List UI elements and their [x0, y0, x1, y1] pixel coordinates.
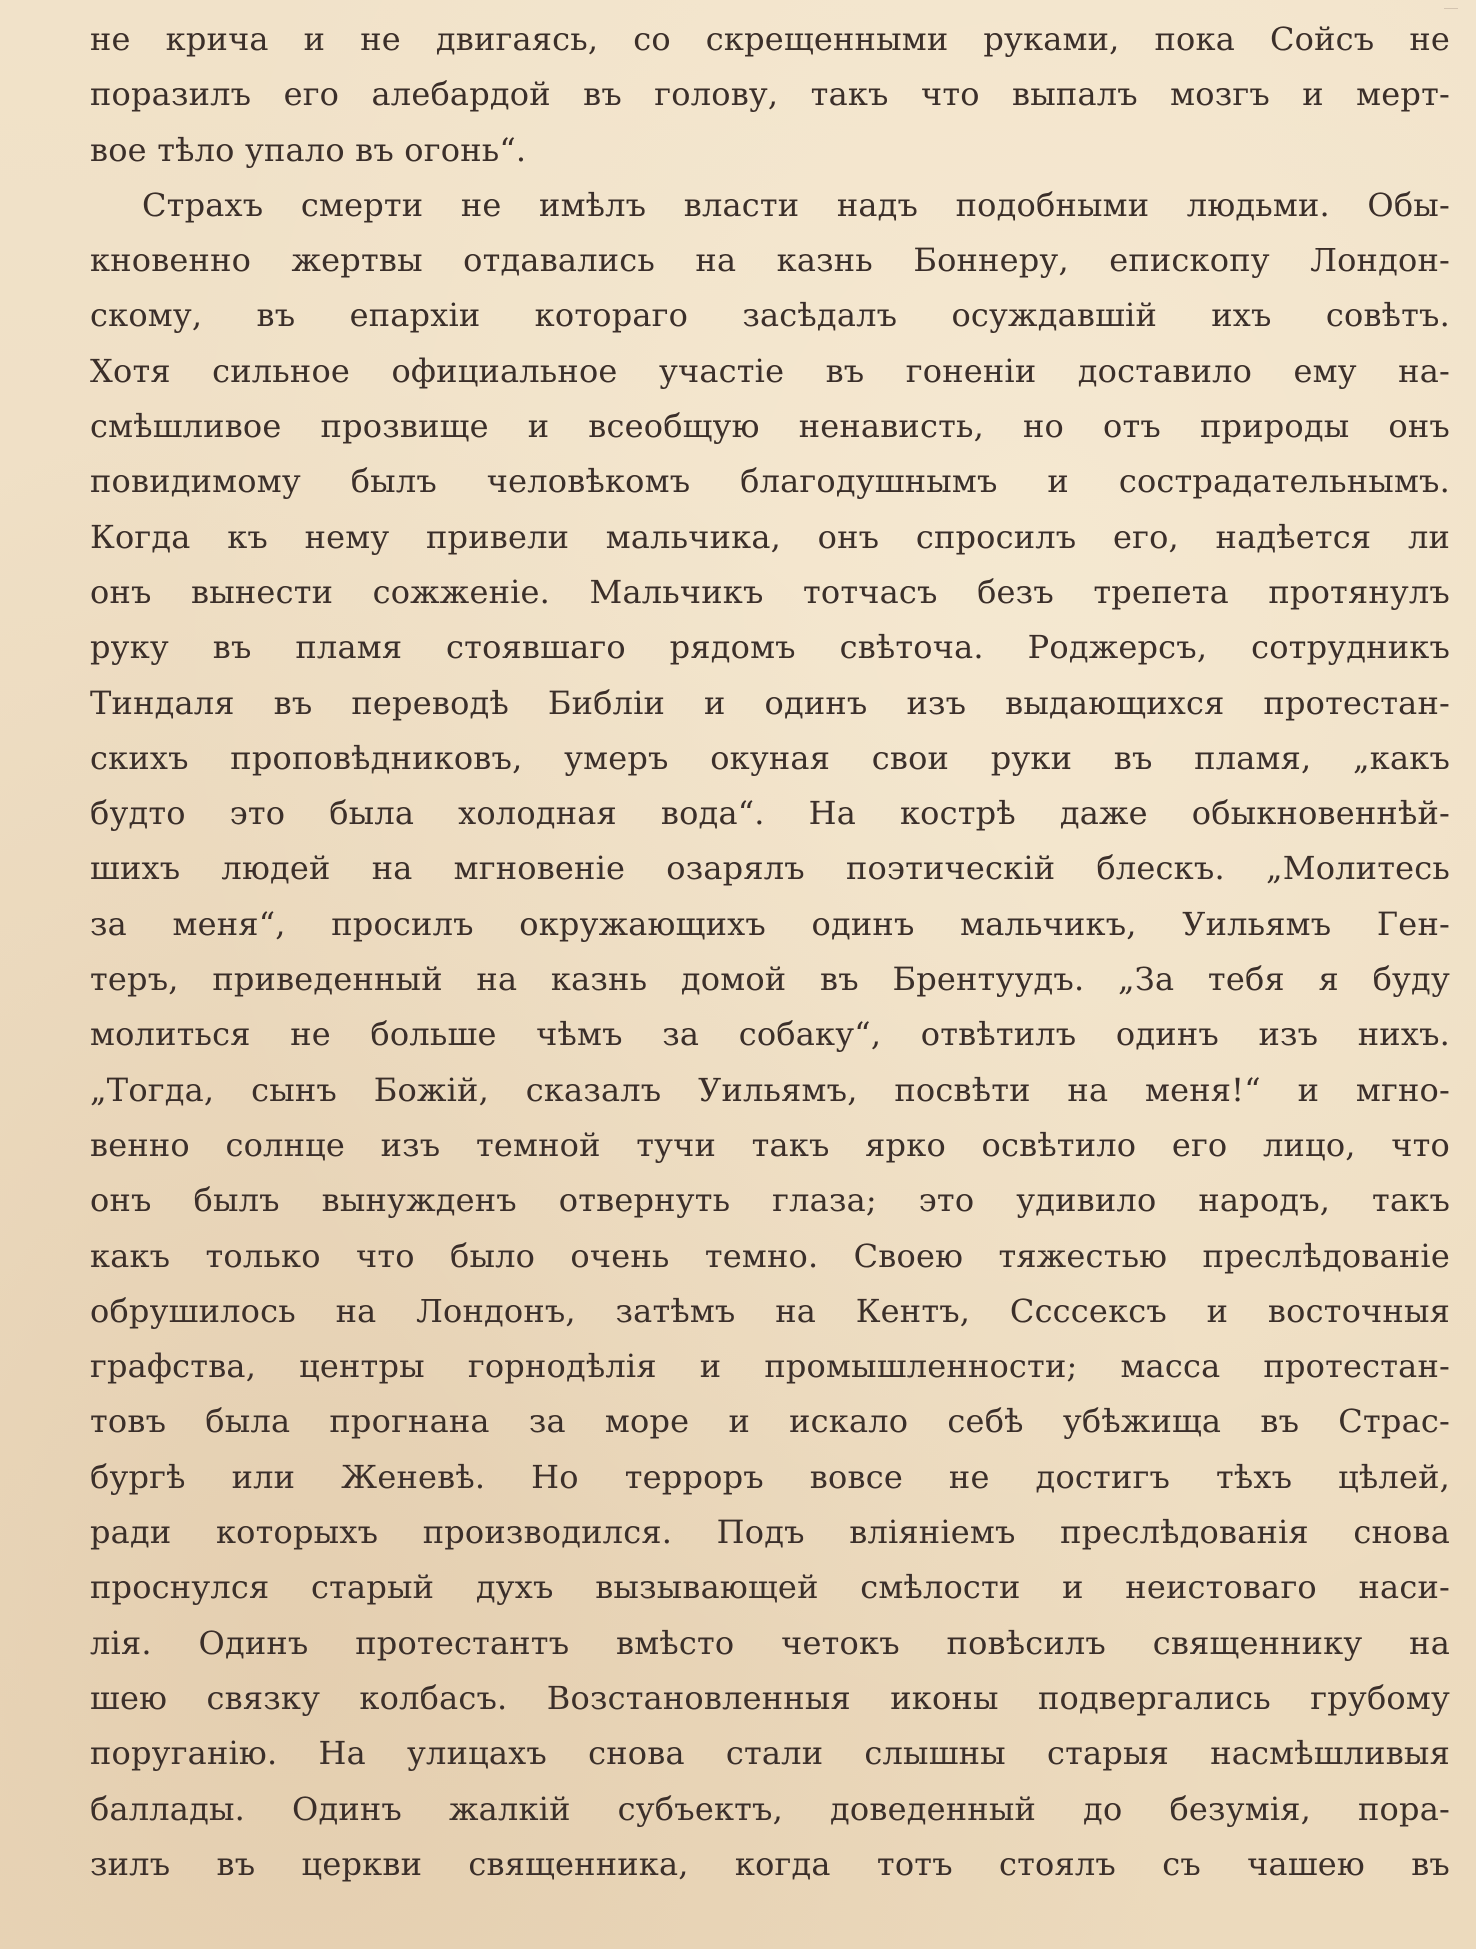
text-line: Тиндаля въ переводѣ Библіи и одинъ изъ выдающихся протестан- [90, 683, 1450, 722]
text-block [90, 12, 1450, 1892]
text-line: обрушилось на Лондонъ, затѣмъ на Кентъ, Ссссексъ и восточныя [90, 1291, 1450, 1330]
text-line: зилъ въ церкви священника, когда тотъ стоялъ съ чашею въ [90, 1844, 1450, 1883]
text-line: лія. Одинъ протестантъ вмѣсто четокъ повѣсилъ священнику на [90, 1623, 1450, 1662]
text-line: поразилъ его алебардой въ голову, такъ что выпалъ мозгъ и мерт- [90, 75, 1450, 114]
text-line: графства, центры горнодѣлія и промышленности; масса протестан- [90, 1347, 1450, 1386]
text-line: поруганію. На улицахъ снова стали слышны старыя насмѣшливыя [90, 1734, 1450, 1773]
text-line: повидимому былъ человѣкомъ благодушнымъ и сострадательнымъ. [90, 462, 1450, 501]
text-line: „Тогда, сынъ Божій, сказалъ Уильямъ, посвѣти на меня!“ и мгно- [90, 1070, 1450, 1109]
paragraph-start-line: Страхъ смерти не имѣлъ власти надъ подобными людьми. Обы- [142, 185, 1450, 224]
text-line: смѣшливое прозвище и всеобщую ненависть, но отъ природы онъ [90, 407, 1450, 446]
text-line: скихъ проповѣдниковъ, умеръ окуная свои руки въ пламя, „какъ [90, 738, 1450, 777]
text-line: теръ, приведенный на казнь домой въ Брентуудъ. „За тебя я буду [90, 960, 1450, 999]
text-line: молиться не больше чѣмъ за собаку“, отвѣтилъ одинъ изъ нихъ. [90, 1015, 1450, 1054]
text-line: венно солнце изъ темной тучи такъ ярко освѣтило его лицо, что [90, 1125, 1450, 1164]
text-line: руку въ пламя стоявшаго рядомъ свѣточа. Роджерсъ, сотрудникъ [90, 628, 1450, 667]
text-line: Хотя сильное официальное участіе въ гоненіи доставило ему на- [90, 351, 1450, 390]
text-line: скому, въ епархіи котораго засѣдалъ осуждавшій ихъ совѣтъ. [90, 296, 1450, 335]
text-line: кновенно жертвы отдавались на казнь Боннеру, епископу Лондон- [90, 241, 1450, 280]
text-line: шихъ людей на мгновеніе озарялъ поэтическій блескъ. „Молитесь [90, 849, 1450, 888]
text-line: какъ только что было очень темно. Своею тяжестью преслѣдованіе [90, 1236, 1450, 1275]
text-line: ради которыхъ производился. Подъ вліяніемъ преслѣдованія снова [90, 1513, 1450, 1552]
text-line: вое тѣло упало въ огонь“. [90, 130, 527, 169]
text-line: товъ была прогнана за море и искало себѣ убѣжища въ Страс- [90, 1402, 1450, 1441]
text-line: не крича и не двигаясь, со скрещенными руками, пока Сойсъ не [90, 20, 1450, 58]
text-line: за меня“, просилъ окружающихъ одинъ мальчикъ, Уильямъ Ген- [90, 904, 1450, 943]
text-line: онъ вынести сожженіе. Мальчикъ тотчасъ безъ трепета протянулъ [90, 572, 1450, 611]
text-line: онъ былъ вынужденъ отвернуть глаза; это удивило народъ, такъ [90, 1181, 1450, 1220]
text-line: шею связку колбасъ. Возстановленныя иконы подвергались грубому [90, 1678, 1450, 1717]
text-line: проснулся старый духъ вызывающей смѣлости и неистоваго наси- [90, 1568, 1450, 1607]
text-line: баллады. Одинъ жалкій субъектъ, доведенный до безумія, пора- [90, 1789, 1450, 1828]
text-line: бургѣ или Женевѣ. Но терроръ вовсе не достигъ тѣхъ цѣлей, [90, 1457, 1450, 1496]
text-line: будто это была холодная вода“. На кострѣ даже обыкновеннѣй- [90, 794, 1450, 833]
text-line: Когда къ нему привели мальчика, онъ спросилъ его, надѣется ли [90, 517, 1450, 556]
